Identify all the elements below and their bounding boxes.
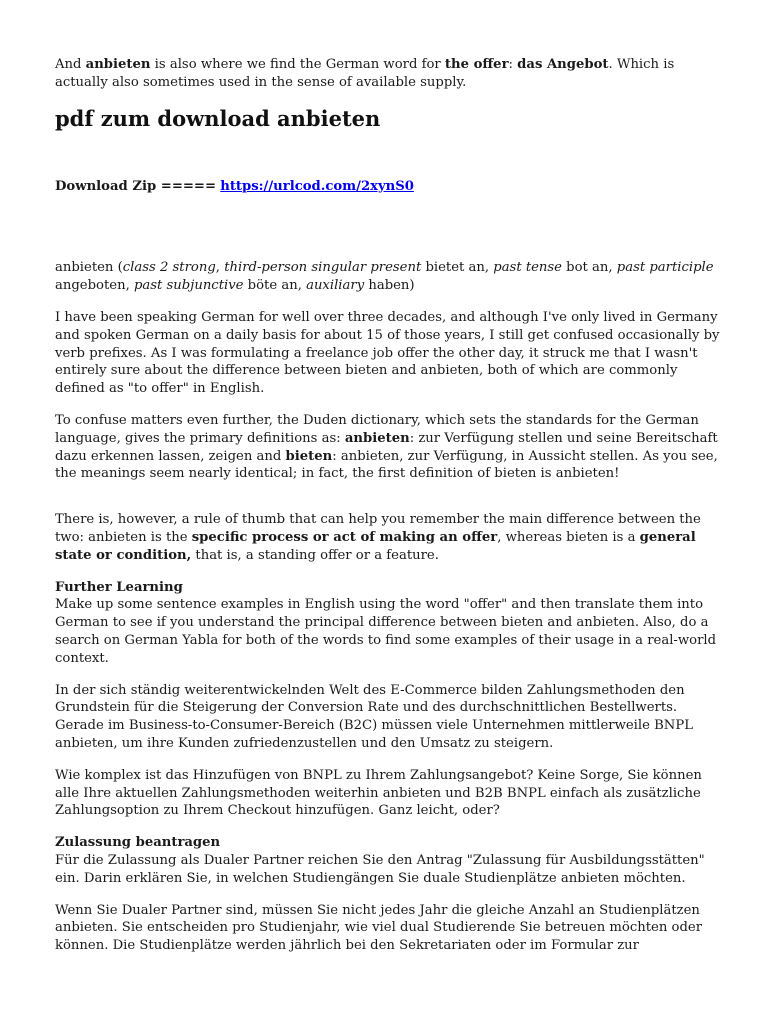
duden-paragraph: To confuse matters even further, the Duden dictionary, which sets the standards for the German language, gives the primary definitions as: anbieten: zur Verfügung stellen und seine Bereitschaft dazu erkennen lassen, zeigen and bieten: anbieten, zur Verfügung, in Aussicht stellen. As you see, the meanings seem nearly identical; in fact, the first definition of bieten is anbieten! [55, 412, 718, 482]
further-learning-heading: Further Learning [55, 579, 183, 595]
ecommerce-paragraph: In der sich ständig weiterentwickelnden Welt des E-Commerce bilden Zahlungsmethoden den Grundstein für die Steigerung der Conversion Rate und des durchschnittlichen Bestellwerts. Gerade im Business-to-Consumer-Bereich (B2C) müssen viele Unternehmen mittlerweile BNPL anbieten, um ihre Kunden zufriedenzustellen und den Umsatz zu steigern. [55, 682, 693, 751]
speaking-paragraph: I have been speaking German for well over three decades, and although I've only lived in Germany and spoken German on a daily basis for about 15 of those years, I still get confused occasionally by verb prefixes. As I was formulating a freelance job offer the other day, it struck me that I wasn't entirely sure about the difference between bieten and anbieten, both of which are commonly defined as "to offer" in English. [55, 309, 720, 397]
partner-paragraph: Wenn Sie Dualer Partner sind, müssen Sie nicht jedes Jahr die gleiche Anzahl an Studienplätzen anbieten. Sie entscheiden pro Studienjahr, wie viel dual Studierende Sie betreuen möchten oder können. Die Studienplätze werden jährlich bei den Sekretariaten oder im Formular zur [55, 902, 702, 954]
further-learning-text: Make up some sentence examples in English using the word "offer" and then translate them into German to see if you understand the principal difference between bieten and anbieten. Also, do a search on German Yabla for both of the words to find some examples of their usage in a real-world context. [55, 597, 717, 666]
download-label: Download Zip ===== [55, 178, 217, 194]
document-page [55, 56, 720, 955]
page-title: pdf zum download anbieten [55, 105, 381, 131]
zulassung-text: Für die Zulassung als Dualer Partner reichen Sie den Antrag "Zulassung für Ausbildungsstätten" ein. Darin erklären Sie, in welchen Studiengängen Sie duale Studienplätze anbieten möchten. [55, 852, 705, 886]
zulassung-heading: Zulassung beantragen [55, 835, 221, 851]
download-link[interactable]: https://urlcod.com/2xynS0 [220, 178, 414, 194]
rule-paragraph: There is, however, a rule of thumb that can help you remember the main difference between the two: anbieten is the specific process or act of making an offer, whereas bieten is a general state or condition, that is, a standing offer or a feature. [55, 512, 701, 563]
download-line [55, 178, 720, 196]
intro-paragraph: And anbieten is also where we find the German word for the offer: das Angebot. Which is actually also sometimes used in the sense of available supply. [55, 57, 675, 90]
bnpl-paragraph: Wie komplex ist das Hinzufügen von BNPL zu Ihrem Zahlungsangebot? Keine Sorge, Sie können alle Ihre aktuellen Zahlungsmethoden weiterhin anbieten und B2B BNPL einfach als zusätzliche Zahlungsoption zu Ihrem Checkout hinzufügen. Ganz leicht, oder? [55, 767, 702, 819]
verb-forms-paragraph: anbieten (class 2 strong, third-person singular present bietet an, past tense bot an, past participle angeboten, past subjunctive böte an, auxiliary haben) [55, 260, 714, 294]
